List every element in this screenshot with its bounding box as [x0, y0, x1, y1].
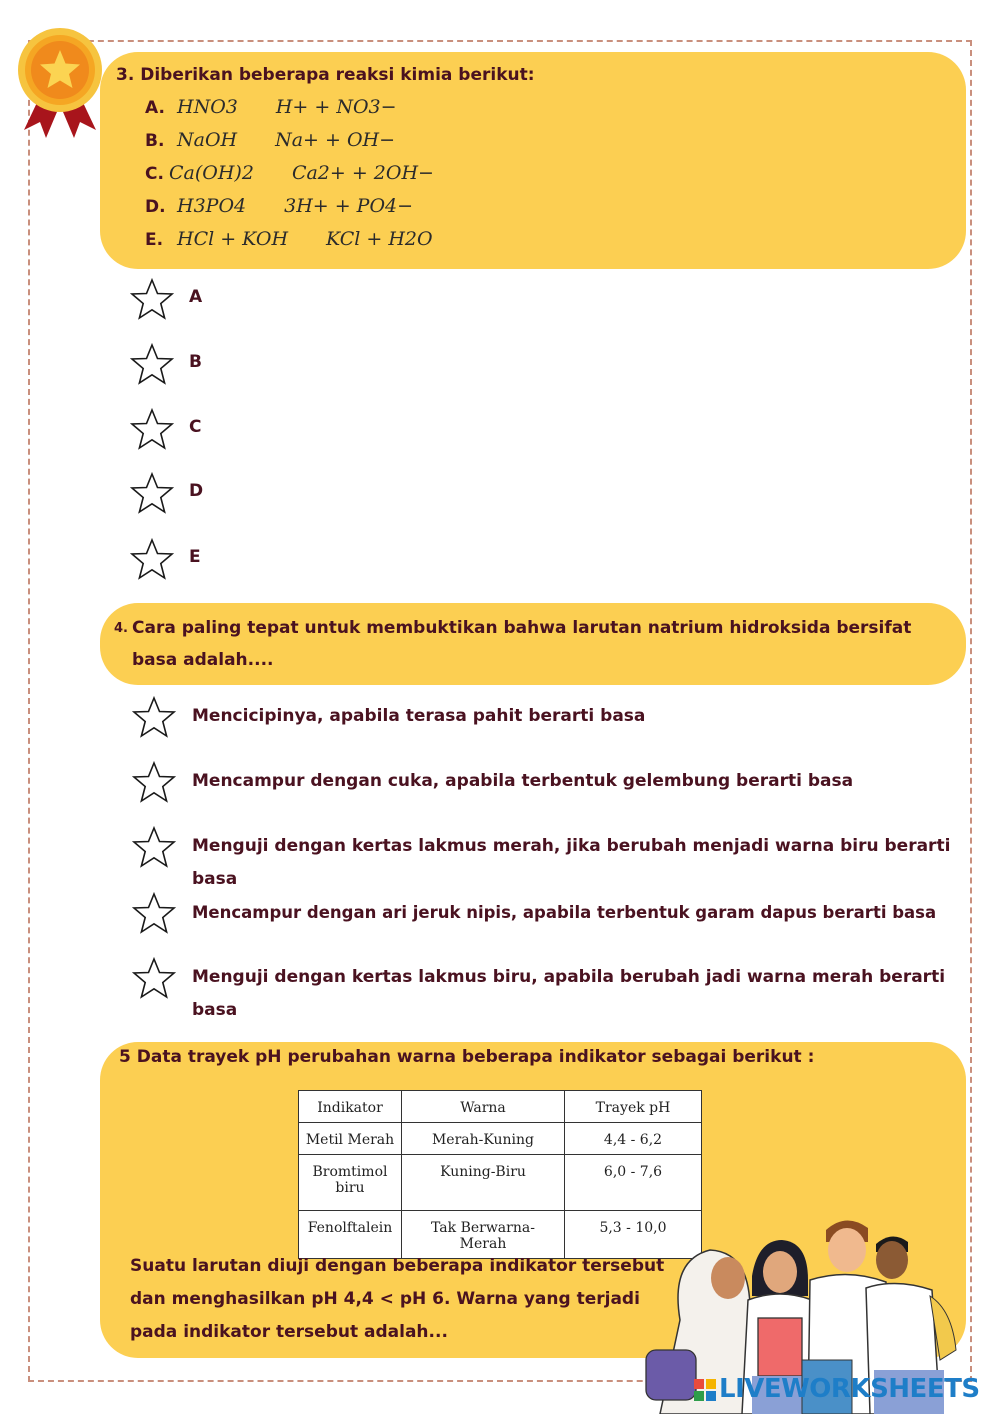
q3-option-e[interactable]: E — [189, 547, 201, 567]
reaction-b — [145, 129, 395, 151]
reaction-d — [145, 195, 413, 217]
q4-option-2[interactable]: Mencampur dengan cuka, apabila terbentuk gelembung berarti basa — [192, 771, 854, 791]
table-cell: Bromtimol biru — [299, 1155, 402, 1211]
question-5-body-line2: dan menghasilkan pH 4,4 < pH 6. Warna yang terjadi — [130, 1289, 640, 1309]
q3-option-d[interactable]: D — [189, 481, 204, 501]
star-radio-icon[interactable] — [130, 278, 174, 320]
question-4-number: 4. — [114, 621, 128, 636]
reaction-products: KCl + H2O — [326, 228, 433, 250]
table-header-row — [299, 1091, 702, 1123]
liveworksheets-logo-icon — [694, 1379, 716, 1401]
q3-option-c[interactable]: C — [189, 417, 202, 437]
reaction-letter: A. — [145, 98, 165, 118]
star-radio-icon[interactable] — [130, 472, 174, 514]
q4-option-1[interactable]: Mencicipinya, apabila terasa pahit berarti basa — [192, 706, 646, 726]
table-header-cell: Trayek pH — [565, 1091, 702, 1123]
reaction-c — [145, 162, 434, 184]
star-radio-icon[interactable] — [130, 408, 174, 450]
question-5-body-line1: Suatu larutan diuji dengan beberapa indikator tersebut — [130, 1256, 665, 1276]
reaction-reactants: HNO3 — [177, 96, 238, 118]
star-radio-icon[interactable] — [132, 892, 176, 934]
reaction-products: Na+ + OH− — [275, 129, 396, 151]
reaction-reactants: NaOH — [177, 129, 238, 151]
star-radio-icon[interactable] — [130, 343, 174, 385]
reaction-products: H+ + NO3− — [275, 96, 397, 118]
reaction-letter: B. — [145, 131, 165, 151]
table-header-cell: Indikator — [299, 1091, 402, 1123]
table-header-cell: Warna — [402, 1091, 565, 1123]
table-cell: 4,4 - 6,2 — [565, 1123, 702, 1155]
star-radio-icon[interactable] — [132, 761, 176, 803]
table-cell: Tak Berwarna-Merah — [402, 1211, 565, 1259]
reaction-a — [145, 96, 397, 118]
star-radio-icon[interactable] — [132, 826, 176, 868]
q4-option-4[interactable]: Mencampur dengan ari jeruk nipis, apabila terbentuk garam dapus berarti basa — [192, 903, 937, 922]
reaction-letter: E. — [145, 230, 164, 250]
reaction-e — [145, 228, 433, 250]
q4-option-5[interactable]: Menguji dengan kertas lakmus biru, apabila berubah jadi warna merah berarti basa — [192, 967, 946, 1020]
logo-text: LIVEWORKSHEETS — [719, 1374, 980, 1404]
reaction-reactants: Ca(OH)2 — [169, 162, 254, 184]
table-cell: Metil Merah — [299, 1123, 402, 1155]
question-4-text-line1: Cara paling tepat untuk membuktikan bahwa larutan natrium hidroksida bersifat — [132, 618, 912, 638]
question-3-text: 3. Diberikan beberapa reaksi kimia berikut: — [116, 65, 535, 85]
table-cell: Kuning-Biru — [402, 1155, 565, 1211]
medal-icon — [14, 22, 106, 140]
table-cell: 6,0 - 7,6 — [565, 1155, 702, 1211]
question-4-text-line2: basa adalah.... — [132, 650, 274, 670]
table-row — [299, 1123, 702, 1155]
table-cell: Merah-Kuning — [402, 1123, 565, 1155]
q3-option-a[interactable]: A — [189, 287, 203, 307]
star-radio-icon[interactable] — [132, 957, 176, 999]
q3-option-b[interactable]: B — [189, 352, 202, 372]
reaction-products: Ca2+ + 2OH− — [291, 162, 434, 184]
q4-option-3[interactable]: Menguji dengan kertas lakmus merah, jika berubah menjadi warna biru berarti basa — [192, 836, 951, 889]
liveworksheets-logo — [694, 1374, 980, 1404]
reaction-reactants: HCl + KOH — [177, 228, 289, 250]
question-5-text: 5 Data trayek pH perubahan warna beberapa indikator sebagai berikut : — [119, 1047, 815, 1067]
table-cell: 5,3 - 10,0 — [565, 1211, 702, 1259]
reaction-products: 3H+ + PO4− — [284, 195, 414, 217]
table-cell: Fenolftalein — [299, 1211, 402, 1259]
reaction-reactants: H3PO4 — [177, 195, 247, 217]
reaction-letter: D. — [145, 197, 166, 217]
star-radio-icon[interactable] — [130, 538, 174, 580]
reaction-letter: C. — [145, 164, 164, 184]
question-5-body-line3: pada indikator tersebut adalah... — [130, 1322, 448, 1342]
star-radio-icon[interactable] — [132, 696, 176, 738]
